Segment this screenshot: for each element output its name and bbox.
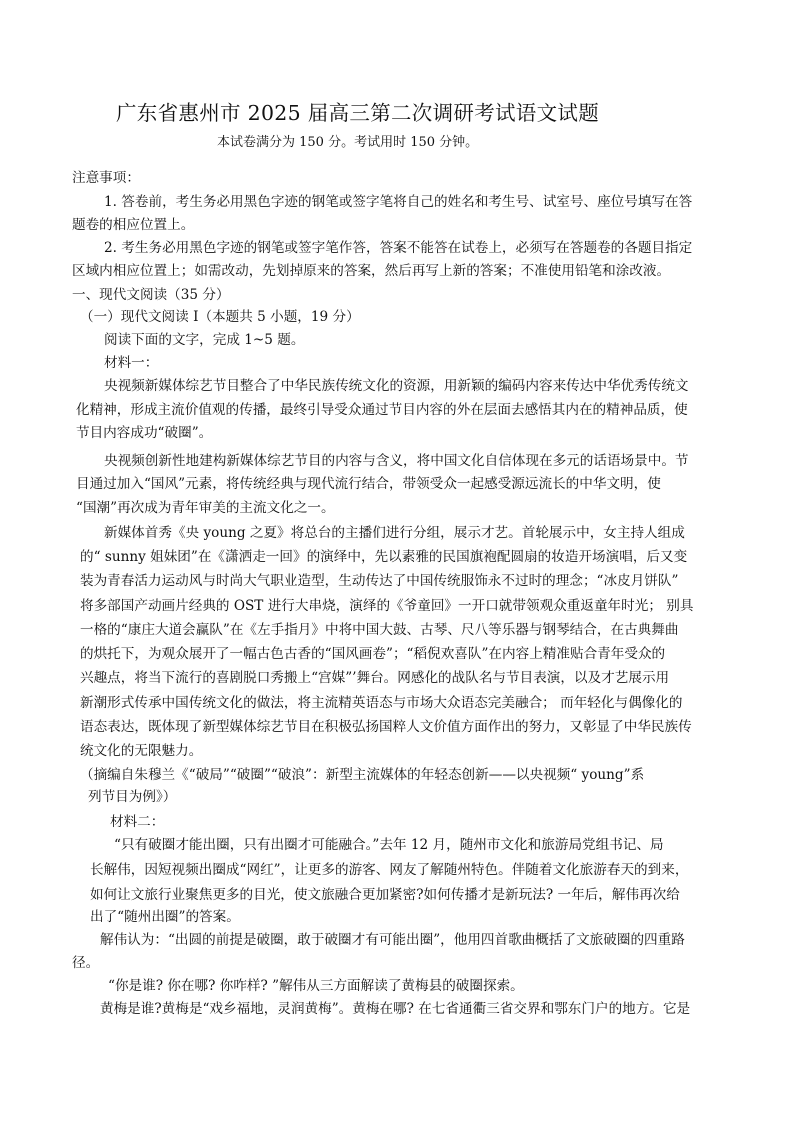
subsection-heading: （一）现代文阅读 I（本题共 5 小题，19 分） <box>80 309 360 325</box>
material-1-p3-line-1: 新媒体首秀《央 young 之夏》将总台的主播们进行分组，展示才艺。首轮展示中，女主持人组成 <box>104 525 685 541</box>
section-heading: 一、现代文阅读（35 分） <box>72 287 230 303</box>
notice-heading: 注意事项： <box>72 170 140 186</box>
material-1-p3-line-5: 一格的“康庄大道会赢队”在《左手指月》中将中国大鼓、古琴、尺八等乐器与钢琴结合，在古典舞曲 <box>80 622 679 638</box>
material-1-p3-line-3: 装为青春活力运动风与时尚大气职业造型，生动传达了中国传统服饰永不过时的理念；“冰皮月饼队” <box>80 573 679 589</box>
material-1-p3-line-10: 统文化的无限魅力。 <box>80 743 203 759</box>
material-2-p4: 黄梅是谁?黄梅是“戏乡福地，灵润黄梅”。黄梅在哪? 在七省通衢三省交界和鄂东门户的地方。它是 <box>100 1001 691 1017</box>
material-2-label: 材料二： <box>110 814 165 830</box>
material-1-p3-line-8: 新潮形式传承中国传统文化的做法，将主流精英语态与市场大众语态完美融合； 而年轻化与偶像化的 <box>80 695 683 711</box>
material-1-p3-line-6: 的烘托下，为观众展开了一幅古色古香的“国风画卷”；“稻倪欢喜队”在内容上精准贴合青年受众的 <box>80 646 666 662</box>
notice-item-1-line-1: 1. 答卷前，考生务必用黑色字迹的钢笔或签字笔将自己的姓名和考生号、试室号、座位号填写在答 <box>104 194 693 210</box>
exam-subtitle: 本试卷满分为 150 分。考试用时 150 分钟。 <box>217 135 479 150</box>
notice-item-1-line-2: 题卷的相应位置上。 <box>72 217 195 233</box>
material-2-p1-line-2: 长解伟，因短视频出圈成“网红”，让更多的游客、网友了解随州特色。伴随着文化旅游春天的到来， <box>90 862 689 878</box>
material-1-p3-line-9: 语态表达，既体现了新型媒体综艺节目在积极弘扬国粹人文价值方面作出的努力，又彰显了中华民族传 <box>80 719 692 735</box>
material-1-p3-line-4: 将多部国产动画片经典的 OST 进行大串烧，演绎的《爷童回》一开口就带领观众重返童年时光； 别具 <box>80 598 694 614</box>
material-1-p2-line-1: 央视频创新性地建构新媒体综艺节目的内容与含义，将中国文化自信体现在多元的话语场景中。节 <box>104 453 689 469</box>
material-2-p1-line-4: 出了“随州出圈”的答案。 <box>90 909 240 925</box>
material-1-p1-line-2: 化精神，形成主流价值观的传播，最终引导受众通过节目内容的外在层面去感悟其内在的精神品质，使 <box>76 402 688 418</box>
material-1-source-line-2: 列节目为例》） <box>88 789 177 805</box>
material-1-p3-line-7: 兴趣点，将当下流行的喜剧脱口秀搬上“宫媒”’舞台。网感化的战队名与节目表演，以及才艺展示用 <box>80 670 670 686</box>
notice-item-2-line-2: 区域内相应位置上；如需改动，先划掉原来的答案，然后再写上新的答案；不准使用铅笔和涂改液。 <box>72 263 671 279</box>
material-1-p1-line-3: 节目内容成功“破圈”。 <box>76 425 213 441</box>
material-2-p3: “你是谁? 你在哪? 你咋样? ”解伟从三方面解读了黄梅县的破圈探索。 <box>108 978 524 994</box>
material-2-p2-line-2: 径。 <box>72 955 100 971</box>
notice-item-2-line-1: 2. 考生务必用黑色字迹的钢笔或签字笔作答，答案不能答在试卷上，必须写在答题卷的各题目指定 <box>104 240 693 256</box>
material-1-source-line-1: （摘编自朱穆兰《“破局”“破圈”“破浪”：新型主流媒体的年轻态创新——以央视频“ young”系 <box>80 767 645 783</box>
material-2-p1-line-1: “只有破圈才能出圈，只有出圈才可能融合。”去年 12 月，随州市文化和旅游局党组书记、局 <box>114 837 664 853</box>
material-1-p3-line-2: 的“ sunny 姐妹团”在《潇洒走一回》的演绎中，先以素雅的民国旗袍配圆扇的妆造开场演唱，后又变 <box>80 549 688 565</box>
reading-instruction: 阅读下面的文字，完成 1~5 题。 <box>104 332 305 348</box>
material-1-p1-line-1: 央视频新媒体综艺节目整合了中华民族传统文化的资源，用新颖的编码内容来传达中华优秀传统文 <box>104 378 689 394</box>
material-1-p2-line-3: “国潮”再次成为青年审美的主流文化之一。 <box>76 500 335 516</box>
material-1-label: 材料一： <box>104 355 159 371</box>
material-2-p1-line-3: 如何让文旅行业聚焦更多的目光，使文旅融合更加紧密?如何传播才是新玩法? 一年后，解伟再次给 <box>90 887 680 903</box>
material-1-p2-line-2: 目通过加入“国风”元素，将传统经典与现代流行结合，带领受众一起感受源远流长的中华文明，使 <box>76 476 661 492</box>
material-2-p2-line-1: 解伟认为：“出圆的前提是破圈，敢于破圈才有可能出圈”，他用四首歌曲概括了文旅破圈的四重路 <box>100 932 685 948</box>
exam-title: 广东省惠州市 2025 届高三第二次调研考试语文试题 <box>116 101 600 125</box>
